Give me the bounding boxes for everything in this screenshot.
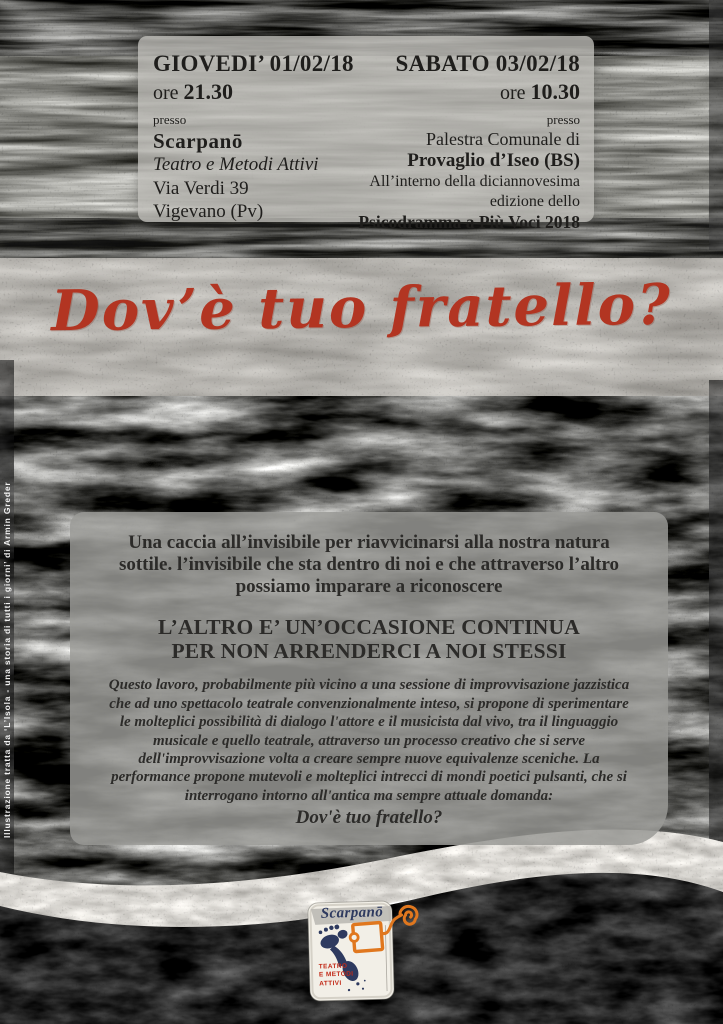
scarpano-logo (306, 894, 432, 1012)
event-thursday-time (153, 79, 354, 105)
event-saturday-date: SABATO 03/02/18 (395, 51, 580, 76)
description-line: le molteplici possibilità di dialogo l'attore e il musicista dal vivo, tra il linguaggio (119, 714, 619, 731)
venue-line: Palestra Comunale di (426, 128, 580, 149)
logo-wordmark: Scarpanō (320, 904, 384, 922)
venue-name: Scarpanō (153, 128, 243, 153)
festival-name: Psicodramma a Più Voci 2018 (358, 211, 580, 232)
festival-context-2: edizione dello (489, 192, 580, 210)
event-saturday-time (358, 79, 580, 105)
description-line: interrogano intorno all'antica ma sempre attuale domanda: (184, 787, 554, 804)
venue-subtitle: Teatro e Metodi Attivi (153, 153, 319, 175)
synopsis-headline (90, 615, 648, 663)
event-info-box (138, 36, 594, 232)
tagline-line: ATTIVI (319, 979, 342, 988)
event-thursday-date: GIOVEDI’ 01/02/18 (153, 51, 354, 76)
description-line: che ad uno spettacolo teatrale convenzionalmente inteso, si propone di sperimentare (109, 695, 629, 712)
venue-city: Vigevano (Pv) (153, 201, 264, 223)
description-line: Questo lavoro, probabilmente più vicino a una sessione di improvvisazione jazzistica (108, 677, 630, 694)
poster-title: Dov’è tuo fratello? (50, 271, 673, 345)
illustration-credit: Illustrazione tratta da ‘L’Isola - una storia di tutti i giorni’ di Armin Greder (2, 481, 12, 838)
venue-name: Provaglio d’Iseo (BS) (407, 149, 580, 171)
venue-address: Via Verdi 39 (153, 177, 249, 199)
time-value: 10.30 (530, 79, 580, 105)
description-line: performance propone mutevoli e molteplici intrecci di mondi poetici pulsanti, che si (111, 769, 627, 786)
headline-line: PER NON ARRENDERCI A NOI STESSI (171, 639, 567, 664)
synopsis-box (70, 512, 668, 845)
event-saturday (358, 51, 580, 232)
tagline-line: E METODI (318, 970, 354, 979)
intro-line: possiamo imparare a riconoscere (235, 576, 503, 598)
ore-label: ore (499, 82, 526, 105)
ore-label: ore (153, 82, 179, 105)
presso-label: presso (153, 111, 187, 127)
time-value: 21.30 (183, 79, 234, 105)
description-line: musicale e quello teatrale, attraverso un processo creativo che si serve (152, 732, 586, 749)
headline-line: L’ALTRO E’ UN’OCCASIONE CONTINUA (158, 615, 580, 640)
synopsis-intro (90, 532, 648, 598)
presso-label: presso (546, 111, 580, 127)
tagline-line: TEATRO (318, 962, 348, 971)
event-thursday (153, 52, 354, 222)
description-line: dell'improvvisazione volta a creare sempre nuove equivalenze sceniche. La (138, 751, 600, 767)
closing-question: Dov'è tuo fratello? (295, 807, 443, 829)
festival-context-1: All’interno della diciannovesima (369, 173, 580, 191)
synopsis-description (90, 676, 648, 830)
intro-line: sottile. l’invisibile che sta dentro di noi e che attraverso l’altro (118, 554, 620, 576)
intro-line: Una caccia all’invisibile per riavvicinarsi alla nostra natura (128, 532, 610, 553)
logo-tagline (319, 963, 354, 989)
